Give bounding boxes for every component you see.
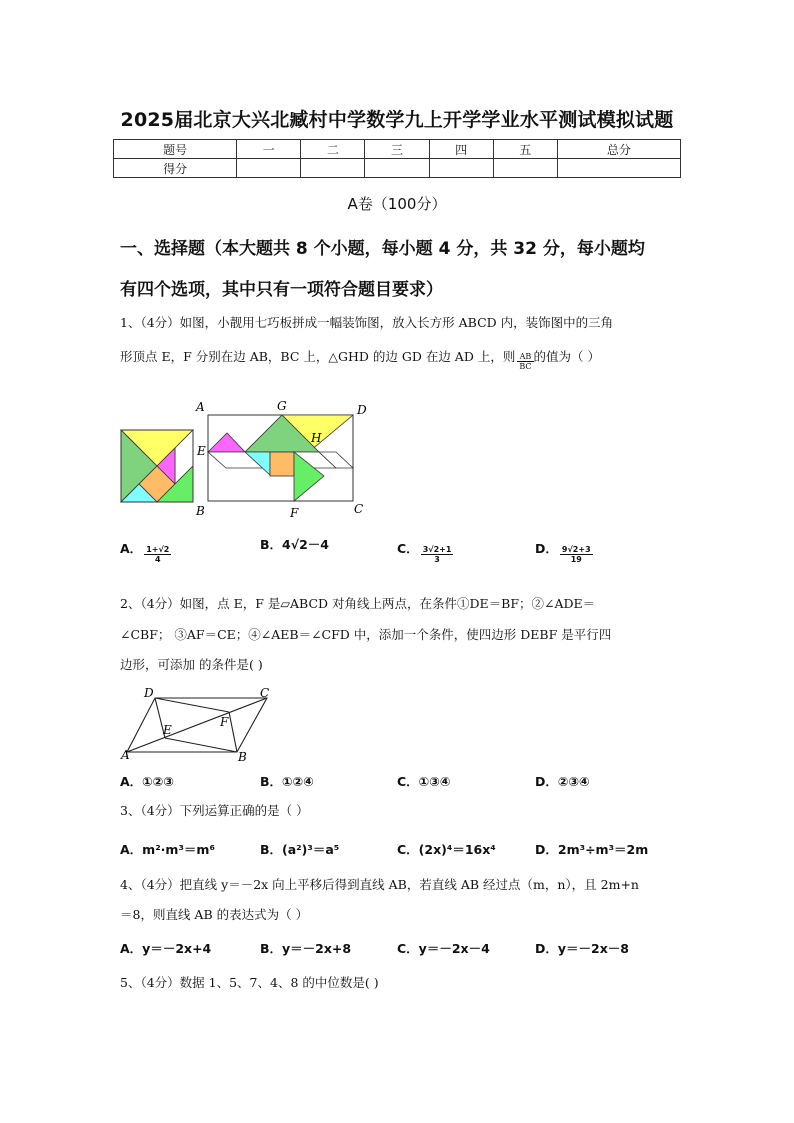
- label-c: C: [354, 502, 364, 516]
- label-a: A: [196, 400, 205, 414]
- score-cell[interactable]: [365, 159, 429, 178]
- q5-stem: 5、（4分）数据 1、5、7、4、8 的中位数是( ): [120, 975, 379, 990]
- q4-stem-line2: ＝8，则直线 AB 的表达式为（ ）: [120, 907, 309, 922]
- q1-option-c-den: 3: [434, 555, 440, 564]
- label-d: D: [144, 686, 154, 700]
- label-f: F: [290, 506, 299, 520]
- q3-stem: 3、（4分）下列运算正确的是（ ）: [120, 803, 309, 818]
- q1-option-c[interactable]: [397, 535, 453, 564]
- label-f: F: [220, 715, 229, 729]
- q1-option-d[interactable]: [535, 535, 593, 564]
- q1-option-c-label: C．: [397, 541, 419, 556]
- section-heading-line2: 有四个选项，其中只有一项符合题目要求）: [120, 280, 443, 300]
- q3-option-d[interactable]: D．2m³÷m³＝2m: [535, 842, 649, 857]
- score-table-header-row: [114, 140, 681, 159]
- q1-option-a-den: 4: [154, 555, 161, 564]
- q2-option-a[interactable]: A．①②③: [120, 774, 174, 789]
- score-cell[interactable]: [301, 159, 365, 178]
- score-cell: 一: [237, 140, 301, 159]
- q3-option-b[interactable]: B．(a²)³＝a⁵: [260, 842, 340, 857]
- score-cell: 总分: [557, 140, 680, 159]
- orange-square: [270, 452, 294, 476]
- q4-option-c[interactable]: C．y＝－2x－4: [397, 941, 490, 956]
- q4-option-d[interactable]: D．y＝－2x－8: [535, 941, 629, 956]
- q2-parallelogram-figure: [115, 685, 290, 767]
- q1-option-b[interactable]: [260, 535, 329, 553]
- q2-option-d[interactable]: D．②③④: [535, 774, 590, 789]
- label-d: D: [357, 403, 367, 417]
- q1-stem-line2: [120, 344, 600, 371]
- q1-option-d-den: 19: [570, 555, 582, 564]
- q4-stem-line1: 4、（4分）把直线 y＝－2x 向上平移后得到直线 AB，若直线 AB 经过点（m，n），且 2m+n: [120, 877, 639, 892]
- q1-option-d-frac: [560, 545, 593, 564]
- segment-fb: [229, 712, 237, 752]
- q2-option-b[interactable]: B．①②④: [260, 774, 314, 789]
- volume-label: A卷（100分）: [347, 195, 447, 213]
- q1-tangram-figure: [110, 395, 380, 525]
- q1-stem-line1: 1、（4分）如图，小靓用七巧板拼成一幅装饰图，放入长方形 ABCD 内，装饰图中的三角: [120, 315, 614, 330]
- q4-option-b[interactable]: B．y＝－2x+8: [260, 941, 352, 956]
- q3-option-c[interactable]: C．(2x)⁴＝16x⁴: [397, 842, 496, 857]
- q1-frac-num: AB: [517, 352, 533, 362]
- q4-option-a[interactable]: A．y＝－2x+4: [120, 941, 212, 956]
- score-cell: 题号: [114, 140, 237, 159]
- q2-stem-line2: ∠CBF； ③AF＝CE；④∠AEB＝∠CFD 中，添加一个条件，使四边形 DEBF 是平行四: [120, 627, 612, 642]
- score-table-score-row: [114, 159, 681, 178]
- q1-fraction: [517, 352, 533, 371]
- q2-stem-line3: 边形，可添加 的条件是( ): [120, 657, 263, 672]
- q1-option-d-num: 9√2+3: [561, 545, 591, 554]
- score-cell[interactable]: [237, 159, 301, 178]
- label-g: G: [277, 399, 287, 413]
- q1-option-c-frac: [421, 545, 454, 564]
- score-cell: 五: [493, 140, 557, 159]
- q1-option-b-label: B．: [260, 537, 283, 552]
- label-h: H: [311, 431, 322, 445]
- label-e: E: [197, 444, 206, 458]
- segment-eb: [165, 738, 237, 752]
- magenta-triangle: [208, 433, 245, 452]
- q2-option-c[interactable]: C．①③④: [397, 774, 451, 789]
- q2-stem-line1: 2、（4分）如图，点 E，F 是▱ABCD 对角线上两点，在条件①DE＝BF；②∠ADE＝: [120, 596, 596, 611]
- label-b: B: [238, 750, 247, 764]
- label-c: C: [260, 686, 270, 700]
- q1-option-d-label: D．: [535, 541, 558, 556]
- score-cell: 四: [429, 140, 493, 159]
- q1-option-b-value: 4√2－4: [282, 537, 329, 552]
- q1-stem-text: 形顶点 E，F 分别在边 AB，BC 上，△GHD 的边 GD 在边 AD 上，则: [120, 349, 516, 364]
- q3-option-a[interactable]: A．m²·m³＝m⁶: [120, 842, 215, 857]
- score-cell: 二: [301, 140, 365, 159]
- exam-title: 2025届北京大兴北臧村中学数学九上开学学业水平测试模拟试题: [120, 109, 674, 131]
- label-b: B: [196, 504, 205, 518]
- q1-option-a-frac: [144, 545, 171, 564]
- q1-stem-end: 的值为（ ）: [533, 349, 600, 364]
- section-heading-line1: 一、选择题（本大题共 8 个小题，每小题 4 分，共 32 分，每小题均: [120, 239, 645, 259]
- score-cell: 三: [365, 140, 429, 159]
- q1-option-a[interactable]: [120, 535, 171, 564]
- label-a: A: [121, 748, 130, 762]
- score-cell[interactable]: [429, 159, 493, 178]
- q1-option-a-num: 1+√2: [146, 545, 170, 554]
- score-cell: 得分: [114, 159, 237, 178]
- score-cell[interactable]: [557, 159, 680, 178]
- label-e: E: [163, 723, 172, 737]
- q1-option-a-label: A．: [120, 541, 143, 556]
- score-cell[interactable]: [493, 159, 557, 178]
- segment-df: [155, 698, 229, 712]
- q1-option-c-num: 3√2+1: [422, 545, 452, 554]
- score-table: [113, 139, 681, 178]
- q1-frac-den: BC: [519, 362, 532, 371]
